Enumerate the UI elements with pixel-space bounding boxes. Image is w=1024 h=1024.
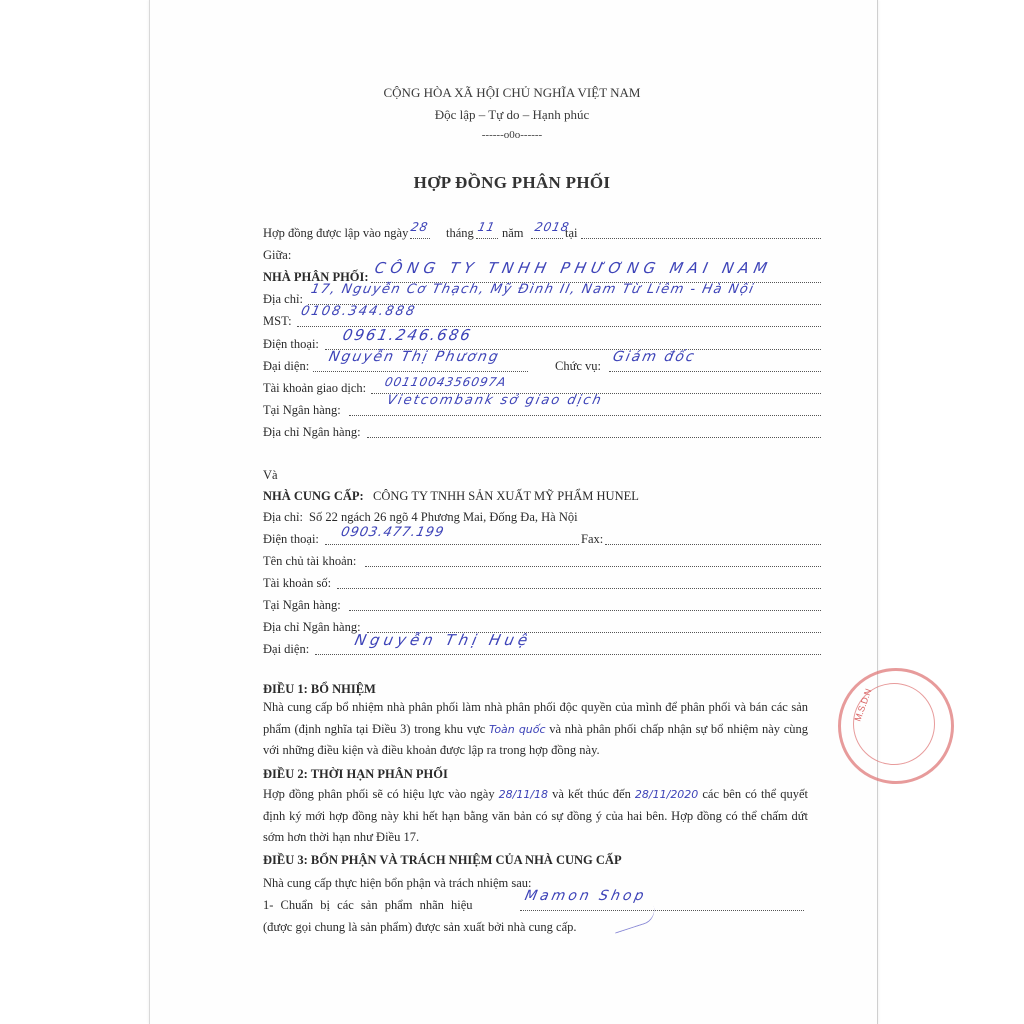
distributor-rep-row: Đại diện: Nguyễn Thị Phương Chức vụ: Giám đốc [263, 357, 823, 375]
supplier-address: Số 22 ngách 26 ngõ 4 Phương Mai, Đống Đa, Hà Nội [309, 510, 578, 524]
month-label: tháng [446, 226, 474, 240]
document-title: HỢP ĐỒNG PHÂN PHỐI [413, 173, 611, 192]
supplier-address-row: Địa chỉ: Số 22 ngách 26 ngõ 4 Phương Mai, Đống Đa, Hà Nội [263, 510, 578, 524]
supplier-owner-row: Tên chủ tài khoản: [263, 552, 823, 570]
at-label: tại [565, 226, 578, 240]
supplier-name: CÔNG TY TNHH SẢN XUẤT MỸ PHẨM HUNEL [373, 489, 639, 503]
distributor-position: Giám đốc [611, 349, 698, 365]
article2-end: 28/11/2020 [634, 788, 699, 801]
distributor-bank-address-row: Địa chỉ Ngân hàng: [263, 423, 823, 441]
article2-text: Hợp đồng phân phối sẽ có hiệu lực vào ngày 28/11/18 và kết thúc đến 28/11/2020 các bên có thể quyết định ký mới hợp đồng này khi hết hạn bằng văn bản có sự đồng ý của hai bên. Hợp đồng có thể chấm dứt sớm hơn thời hạn như Điều 17. [263, 787, 809, 844]
between-label: Giữa: [263, 248, 292, 262]
distributor-name: CÔNG TY TNHH PHƯƠNG MAI NAM [373, 259, 774, 277]
supplier-bank-address-row: Địa chỉ Ngân hàng: [263, 618, 823, 636]
distributor-bank: Vietcombank sở giao dịch [385, 393, 605, 408]
date-month: 11 [476, 220, 497, 234]
distributor-tax: 0108.344.888 [299, 304, 418, 319]
supplier-bank-row: Tại Ngân hàng: [263, 596, 823, 614]
supplier-phone: 0903.477.199 [339, 525, 446, 540]
distributor-address-row: Địa chỉ: 17, Nguyễn Cơ Thạch, Mỹ Đình II, Nam Từ Liêm - Hà Nội [263, 290, 823, 308]
distributor-phone: 0961.246.686 [341, 326, 474, 344]
date-day: 28 [409, 220, 430, 234]
article1-heading: ĐIỀU 1: BỔ NHIỆM [263, 682, 376, 696]
article2-start: 28/11/18 [498, 788, 549, 801]
date-year: 2018 [533, 220, 572, 234]
supplier-account-row: Tài khoản số: [263, 574, 823, 592]
brand-name: Mamon Shop [523, 888, 649, 904]
national-motto: Độc lập – Tự do – Hạnh phúc [434, 107, 590, 122]
seal-text: M.S.D.N [852, 687, 874, 723]
national-title: CỘNG HÒA XÃ HỘI CHỦ NGHĨA VIỆT NAM [383, 85, 641, 100]
date-prefix: Hợp đồng được lập vào ngày [263, 226, 409, 240]
supplier-role-label: NHÀ CUNG CẤP: [263, 489, 364, 503]
header-separator: ------o0o------ [481, 129, 543, 141]
supplier-name-row [263, 487, 823, 505]
article2-heading: ĐIỀU 2: THỜI HẠN PHÂN PHỐI [263, 767, 448, 781]
distributor-tax-row: MST: 0108.344.888 [263, 312, 823, 330]
article3-heading: ĐIỀU 3: BỔN PHẬN VÀ TRÁCH NHIỆM CỦA NHÀ CUNG CẤP [263, 853, 622, 867]
date-line [263, 220, 823, 242]
supplier-phone-row: Điện thoại: 0903.477.199 Fax: [263, 530, 823, 548]
article3-intro: Nhà cung cấp thực hiện bổn phận và trách nhiệm sau: [263, 876, 532, 890]
article1-region: Toàn quốc [488, 722, 546, 736]
distributor-account-row: Tài khoản giao dịch: 0011004356097A [263, 379, 823, 397]
article3-item1: 1- Chuẩn bị các sản phẩm nhãn hiệu Mamon Shop [263, 896, 823, 914]
year-label: năm [502, 226, 524, 240]
supplier-rep-row: Đại diện: Nguyễn Thị Huệ [263, 640, 823, 658]
distributor-role-label: NHÀ PHÂN PHỐI: [263, 270, 369, 284]
distributor-rep: Nguyễn Thị Phương [327, 349, 502, 365]
company-seal [838, 668, 954, 784]
supplier-rep: Nguyễn Thị Huệ [353, 631, 534, 649]
article3-item1-suffix: (được gọi chung là sản phẩm) được sản xuất bởi nhà cung cấp. [263, 920, 577, 934]
distributor-account: 0011004356097A [383, 375, 508, 389]
article1-text: Nhà cung cấp bổ nhiệm nhà phân phối làm nhà phân phối độc quyền của mình để phân phối và bán các sản phẩm (định nghĩa tại Điều 3) trong khu vực Toàn quốc và nhà phân phối chấp nhận sự bổ nhiệm này cùng với những điều kiện và điều khoản được lập ra trong hợp đồng này. [263, 700, 809, 757]
distributor-bank-row: Tại Ngân hàng: Vietcombank sở giao dịch [263, 401, 823, 419]
and-label: Và [263, 468, 278, 482]
distributor-address: 17, Nguyễn Cơ Thạch, Mỹ Đình II, Nam Từ Liêm - Hà Nội [309, 282, 756, 297]
distributor-phone-row: Điện thoại: 0961.246.686 [263, 335, 823, 353]
